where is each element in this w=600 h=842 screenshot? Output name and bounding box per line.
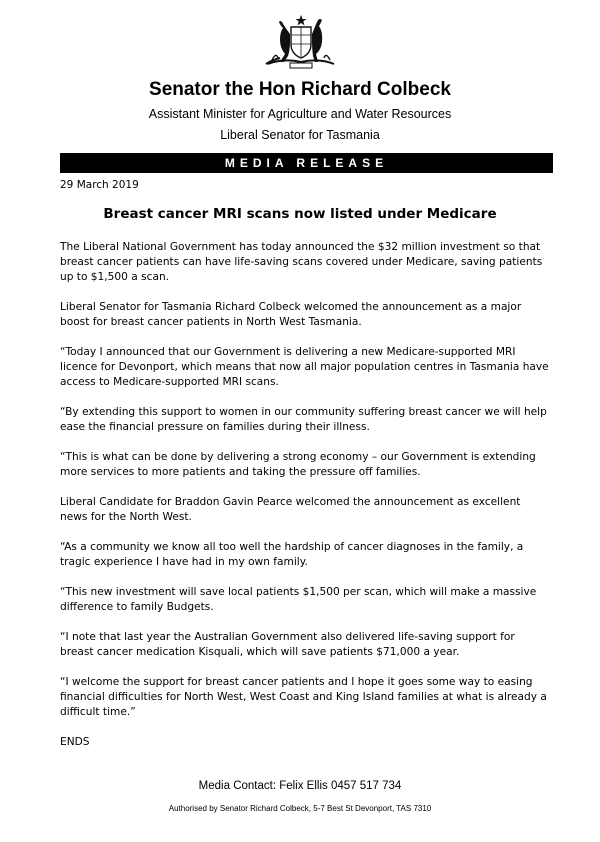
body-paragraph: “I note that last year the Australian Government also delivered life-saving support for breast cancer medication Kisquali, which will save patients $71,000 a year. (60, 631, 515, 658)
coat-of-arms-icon (258, 14, 344, 70)
release-body (60, 240, 550, 765)
media-contact: Media Contact: Felix Ellis 0457 517 734 (198, 780, 402, 792)
release-date: 29 March 2019 (60, 179, 139, 191)
headline: Breast cancer MRI scans now listed under Medicare (103, 206, 497, 222)
senator-name: Senator the Hon Richard Colbeck (149, 79, 451, 100)
body-paragraph: “As a community we know all too well the hardship of cancer diagnoses in the family, a tragic experience I have had in my own family. (60, 541, 524, 568)
ends-marker: ENDS (60, 736, 90, 748)
body-paragraph: “This is what can be done by delivering a strong economy – our Government is extending more services to more patients and taking the pressure off families. (60, 451, 536, 478)
body-paragraph: Liberal Senator for Tasmania Richard Colbeck welcomed the announcement as a major boost for breast cancer patients in North West Tasmania. (60, 301, 522, 328)
body-paragraph: The Liberal National Government has today announced the $32 million investment so that breast cancer patients can have life-saving scans covered under Medicare, saving patients up to $1,500 a scan. (60, 241, 543, 283)
body-paragraph: “I welcome the support for breast cancer patients and I hope it goes some way to easing financial difficulties for North West, West Coast and King Island families at what is already a difficult time.” (60, 676, 547, 718)
ministry-title: Assistant Minister for Agriculture and Water Resources (148, 107, 452, 121)
body-paragraph: Liberal Candidate for Braddon Gavin Pearce welcomed the announcement as excellent news for the North West. (60, 496, 521, 523)
body-paragraph: “By extending this support to women in our community suffering breast cancer we will help ease the financial pressure on families during their illness. (60, 406, 547, 433)
senator-electorate: Liberal Senator for Tasmania (220, 128, 380, 142)
body-paragraph: “Today I announced that our Government is delivering a new Medicare-supported MRI licence for Devonport, which means that now all major population centres in Tasmania have access to Medicare-supported MRI scans. (60, 346, 549, 388)
authorisation-line: Authorised by Senator Richard Colbeck, 5-7 Best St Devonport, TAS 7310 (168, 804, 432, 813)
body-paragraph: “This new investment will save local patients $1,500 per scan, which will make a massive difference to family Budgets. (60, 586, 537, 613)
media-release-banner: MEDIA RELEASE (60, 153, 553, 173)
